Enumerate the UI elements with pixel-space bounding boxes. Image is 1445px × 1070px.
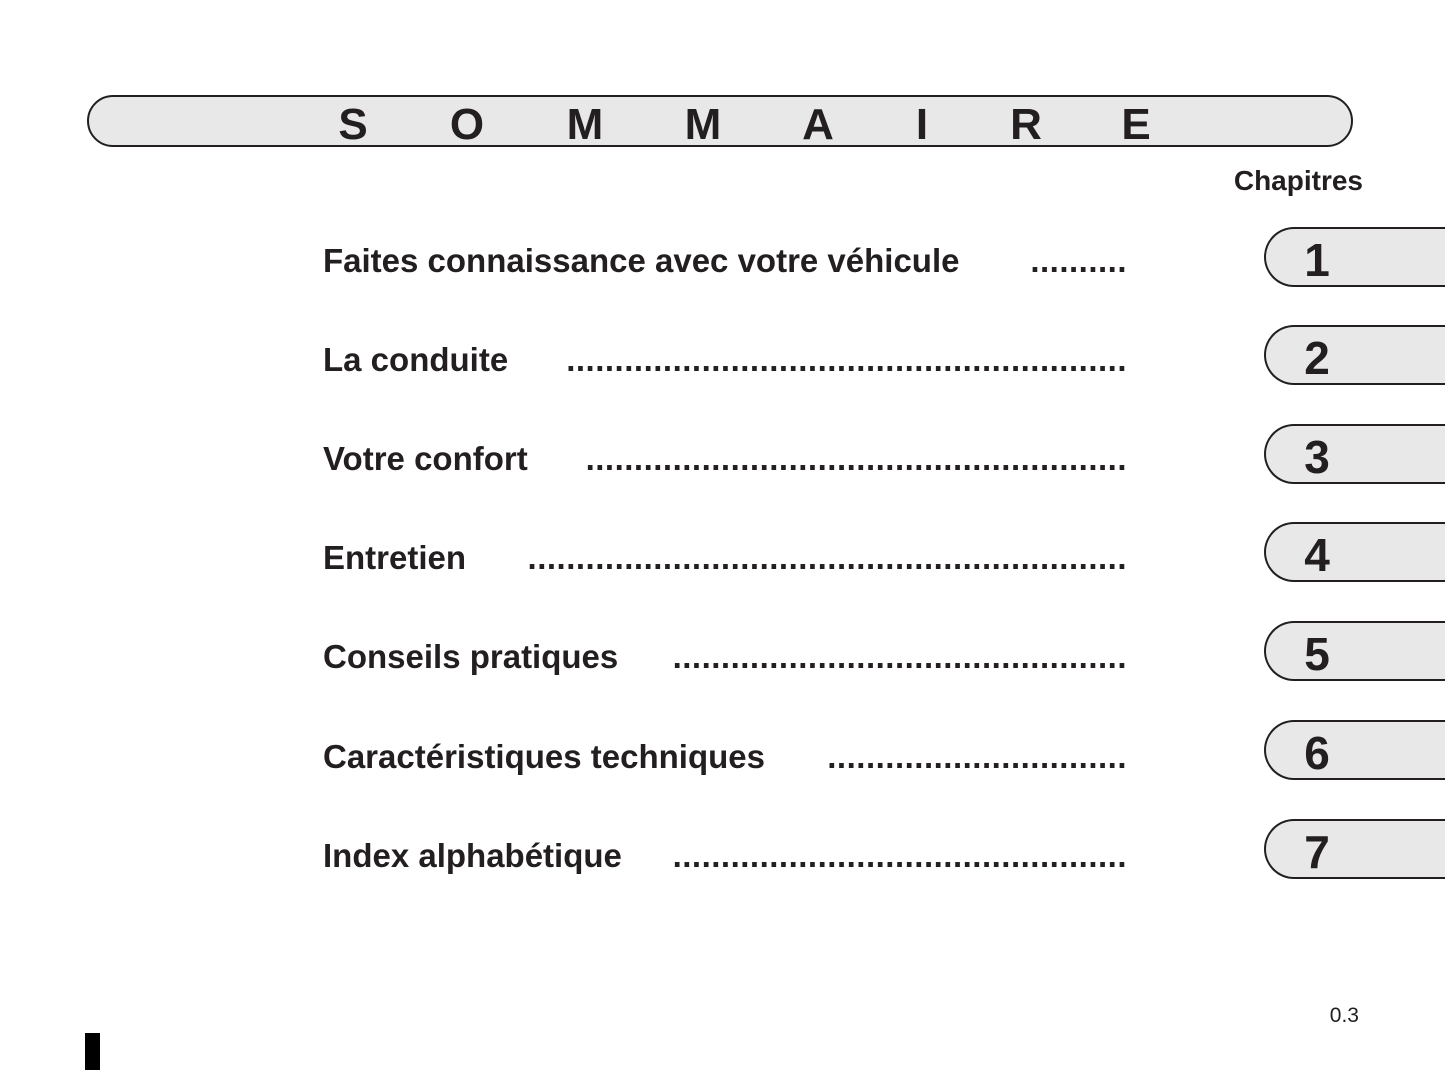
toc-entry-6[interactable]: [323, 737, 1127, 777]
chapters-heading: Chapitres: [1233, 165, 1363, 196]
crop-mark: [85, 1033, 100, 1070]
title-letter: O: [449, 100, 485, 149]
chapter-tab-1[interactable]: [1264, 227, 1445, 287]
chapter-tab-5[interactable]: [1264, 621, 1445, 681]
title-letter: A: [802, 100, 834, 149]
toc-entry-1[interactable]: [323, 241, 1127, 281]
toc-leader-dots: ...............................................: [672, 638, 1127, 675]
title-banner: [87, 95, 1353, 147]
chapter-tab-7[interactable]: [1264, 819, 1445, 879]
chapter-tab-6[interactable]: [1264, 720, 1445, 780]
toc-entry-label: Entretien: [323, 539, 467, 576]
title-letter: M: [566, 100, 604, 149]
title-letter: R: [1010, 100, 1042, 149]
toc-leader-dots: ...............................................: [672, 837, 1127, 874]
chapter-number: 4: [1304, 529, 1330, 581]
chapter-tab-3[interactable]: [1264, 424, 1445, 484]
toc-entry-3[interactable]: [323, 439, 1127, 479]
chapter-number: 5: [1304, 628, 1330, 680]
title-letter: M: [684, 100, 722, 149]
toc-entry-5[interactable]: [323, 637, 1127, 677]
toc-entry-label: Faites connaissance avec votre véhicule: [323, 242, 960, 279]
toc-leader-dots: ..........................................................: [566, 341, 1127, 378]
toc-leader-dots: ..........: [1030, 242, 1127, 279]
toc-entry-label: Index alphabétique: [323, 837, 622, 874]
toc-leader-dots: ...............................: [827, 738, 1127, 775]
title-letter: S: [338, 100, 368, 149]
chapter-number: 7: [1304, 826, 1330, 878]
toc-leader-dots: ........................................................: [585, 440, 1127, 477]
toc-leader-dots: ..............................................................: [527, 539, 1127, 576]
chapter-number: 6: [1304, 727, 1330, 779]
chapter-tab-4[interactable]: [1264, 522, 1445, 582]
toc-entry-label: Caractéristiques techniques: [323, 738, 765, 775]
chapter-tab-2[interactable]: [1264, 325, 1445, 385]
toc-entry-4[interactable]: [323, 538, 1127, 578]
toc-entry-7[interactable]: [323, 836, 1127, 876]
chapter-number: 3: [1304, 431, 1330, 483]
page-number: 0.3: [1329, 1004, 1359, 1027]
toc-entry-label: La conduite: [323, 341, 509, 378]
toc-entry-2[interactable]: [323, 340, 1127, 380]
title-letter: I: [915, 100, 929, 149]
title-letter: E: [1121, 100, 1151, 149]
toc-entry-label: Conseils pratiques: [323, 638, 619, 675]
chapter-number: 1: [1304, 234, 1330, 286]
toc-entry-label: Votre confort: [323, 440, 528, 477]
chapter-number: 2: [1304, 332, 1330, 384]
